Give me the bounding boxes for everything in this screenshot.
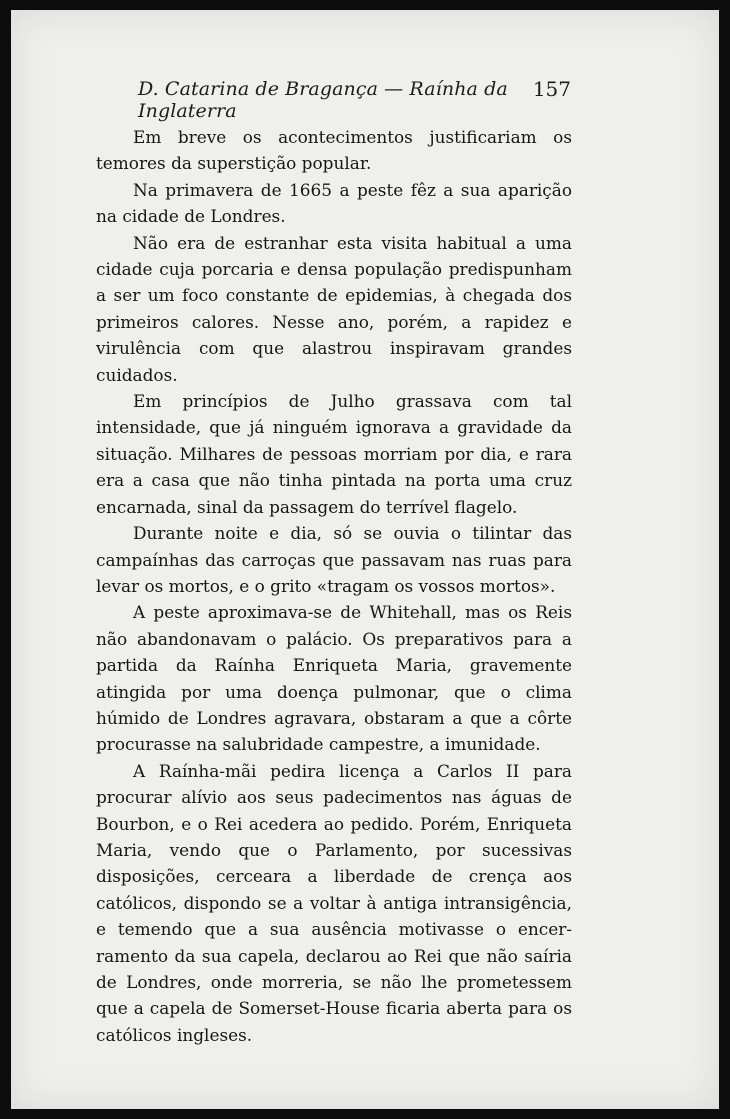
- running-head: [138, 70, 571, 122]
- paragraph-2: Na primavera de 1665 a peste fêz a sua aparição na cidade de Londres.: [96, 179, 572, 227]
- paragraph-3: Não era de estranhar esta visita habitual a uma cidade cuja porcaria e densa população predispunham a ser um foco constante de epidemias, à chegada dos primeiros calores. Nesse ano, porém, a rapidez e virulência com que alastrou inspiravam grandes cuidados.: [96, 232, 572, 385]
- paragraph-4: Em princípios de Julho grassava com tal intensidade, que já ninguém ignorava a gravidade da situação. Milhares de pessoas morriam por dia, e rara era a casa que não tinha pintada na porta uma cruz encarnada, sinal da passagem do terrível flagelo.: [96, 391, 572, 517]
- paragraph-5: Durante noite e dia, só se ouvia o tilintar das campaínhas das carroças que passavam nas ruas para levar os mortos, e o grito «tragam os vossos mortos».: [96, 523, 572, 596]
- body-text: [96, 124, 572, 1048]
- running-head-title: D. Catarina de Bragança — Raínha da Inglaterra: [138, 78, 508, 122]
- paragraph-6: A peste aproximava-se de Whitehall, mas os Reis não abandonavam o palácio. Os preparativos para a partida da Raínha Enriqueta Maria, gravemente atingida por uma doença pulmonar, que o clima húmido de Londres agravara, obstaram a que a côrte procurasse na salubridade campestre, a imunidade.: [96, 602, 572, 755]
- paragraph-7: A Raínha-mãi pedira licença a Carlos II para procurar alívio aos seus padecimentos nas águas de Bourbon, e o Rei acedera ao pedido. Porém, Enriqueta Maria, vendo que o Parlamento, por sucessivas disposições, cerceara a liberdade de crença aos católicos, dispondo se a voltar à antiga intransigência, e temendo que a sua ausência motivasse o encerramento da sua capela, declarou ao Rei que não saíria de Londres, onde morreria, se não lhe prometessem que a capela de Somerset-House ficaria aberta para os católicos ingleses.: [96, 760, 572, 1045]
- paragraph-1: Em breve os acontecimentos justificariam os temores da superstição popular.: [96, 127, 572, 174]
- page-number: 157: [532, 77, 571, 101]
